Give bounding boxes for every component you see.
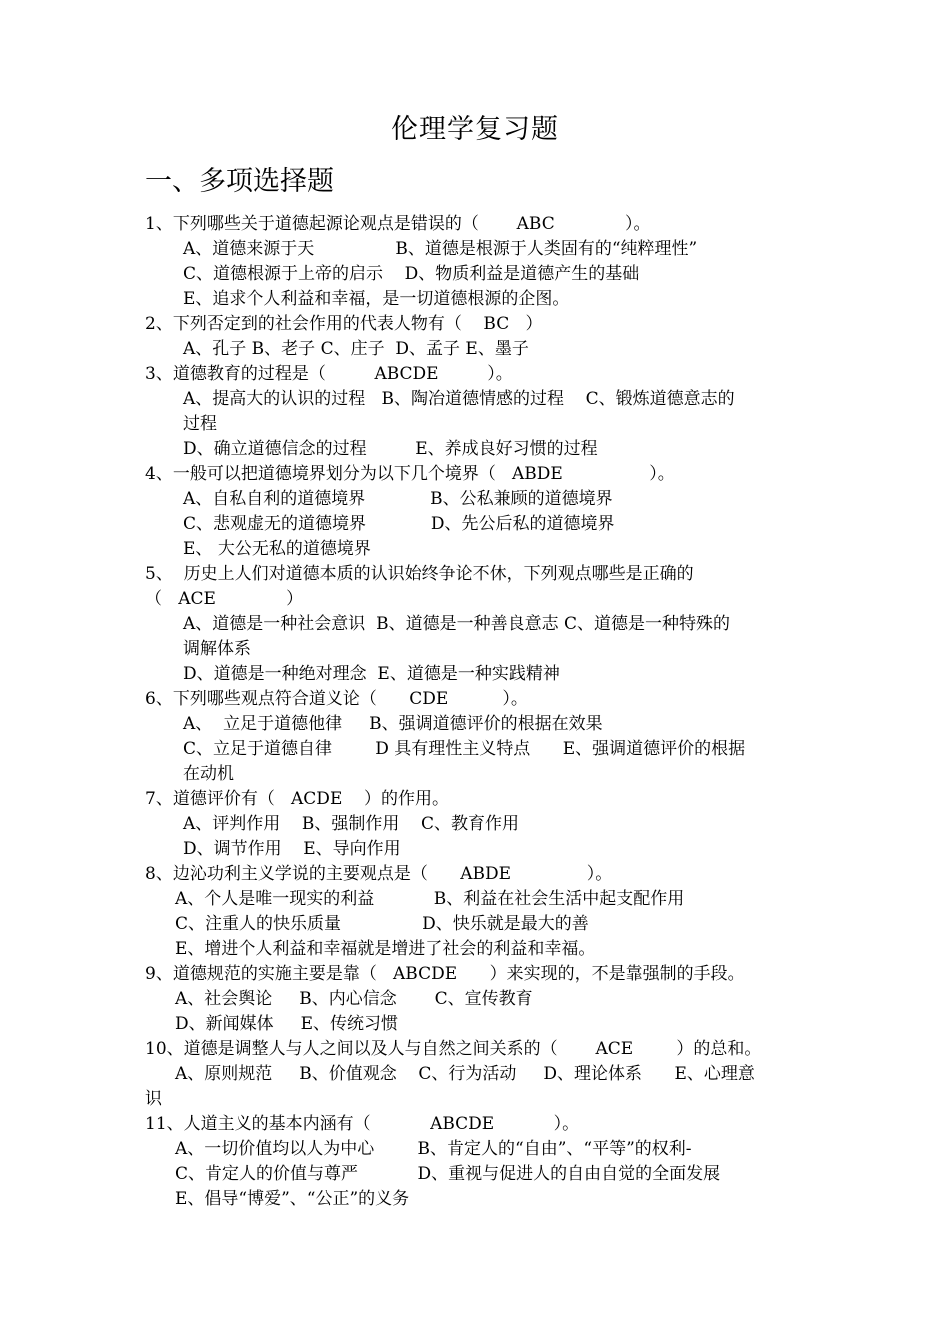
- option-line: E、 大公无私的道德境界: [183, 539, 371, 559]
- option-line: 过程: [183, 414, 217, 434]
- option-line: D、确立道德信念的过程 E、养成良好习惯的过程: [183, 439, 598, 459]
- option-line: A、一切价值均以人为中心 B、肯定人的“自由”、“平等”的权利-: [175, 1139, 692, 1159]
- question-9: 9、道德规范的实施主要是靠（ ABCDE ）来实现的，不是靠强制的手段。: [145, 964, 745, 984]
- option-line: A、个人是唯一现实的利益 B、利益在社会生活中起支配作用: [175, 889, 685, 909]
- option-line: E、追求个人利益和幸福，是一切道德根源的企图。: [183, 289, 570, 309]
- option-line: C、肯定人的价值与尊严 D、重视与促进人的自由自觉的全面发展: [175, 1164, 721, 1184]
- question-1: 1、下列哪些关于道德起源论观点是错误的（ ABC ）。: [145, 214, 651, 234]
- question-11: 11、人道主义的基本内涵有（ ABCDE ）。: [145, 1114, 580, 1134]
- option-line: A、孔子 B、老子 C、庄子 D、孟子 E、墨子: [183, 339, 529, 359]
- option-line: C、立足于道德自律 D 具有理性主义特点 E、强调道德评价的根据: [183, 739, 746, 759]
- section-heading: 一、多项选择题: [145, 166, 334, 197]
- option-line: A、道德是一种社会意识 B、道德是一种善良意志 C、道德是一种特殊的: [183, 614, 730, 634]
- option-line: A、自私自利的道德境界 B、公私兼顾的道德境界: [183, 489, 613, 509]
- question-6: 6、下列哪些观点符合道义论（ CDE ）。: [145, 689, 528, 709]
- question-7: 7、道德评价有（ ACDE ）的作用。: [145, 789, 449, 809]
- option-line: C、悲观虚无的道德境界 D、先公后私的道德境界: [183, 514, 615, 534]
- option-line: A、原则规范 B、价值观念 C、行为活动 D、理论体系 E、心理意: [175, 1064, 755, 1084]
- question-3: 3、道德教育的过程是（ ABCDE ）。: [145, 364, 513, 384]
- option-line: A、社会舆论 B、内心信念 C、宣传教育: [175, 989, 533, 1009]
- question-5: 5、 历史上人们对道德本质的认识始终争论不休，下列观点哪些是正确的: [145, 564, 694, 584]
- option-line: A、道德来源于天 B、道德是根源于人类固有的“纯粹理性”: [183, 239, 698, 259]
- option-line: A、评判作用 B、强制作用 C、教育作用: [183, 814, 520, 834]
- option-line: A、提高大的认识的过程 B、陶冶道德情感的过程 C、锻炼道德意志的: [183, 389, 735, 409]
- option-line: E、增进个人利益和幸福就是增进了社会的利益和幸福。: [175, 939, 596, 959]
- option-line: C、道德根源于上帝的启示 D、物质利益是道德产生的基础: [183, 264, 640, 284]
- option-line: 识: [145, 1089, 162, 1109]
- question-10: 10、道德是调整人与人之间以及人与自然之间关系的（ ACE ）的总和。: [145, 1039, 762, 1059]
- question-4: 4、一般可以把道德境界划分为以下几个境界（ ABDE ）。: [145, 464, 675, 484]
- question-2: 2、下列否定到的社会作用的代表人物有（ BC ）: [145, 314, 543, 334]
- option-line: D、调节作用 E、导向作用: [183, 839, 401, 859]
- option-line: C、注重人的快乐质量 D、快乐就是最大的善: [175, 914, 589, 934]
- document-title: 伦理学复习题: [391, 114, 559, 145]
- option-line: 在动机: [183, 764, 234, 784]
- option-line: E、倡导“博爱”、“公正”的义务: [175, 1189, 410, 1209]
- question-8: 8、边沁功利主义学说的主要观点是（ ABDE ）。: [145, 864, 613, 884]
- option-line: 调解体系: [183, 639, 251, 659]
- option-line: D、新闻媒体 E、传统习惯: [175, 1014, 399, 1034]
- option-line: D、道德是一种绝对理念 E、道德是一种实践精神: [183, 664, 560, 684]
- question-5-answer: （ ACE ）: [145, 589, 304, 609]
- option-line: A、 立足于道德他律 B、强调道德评价的根据在效果: [183, 714, 603, 734]
